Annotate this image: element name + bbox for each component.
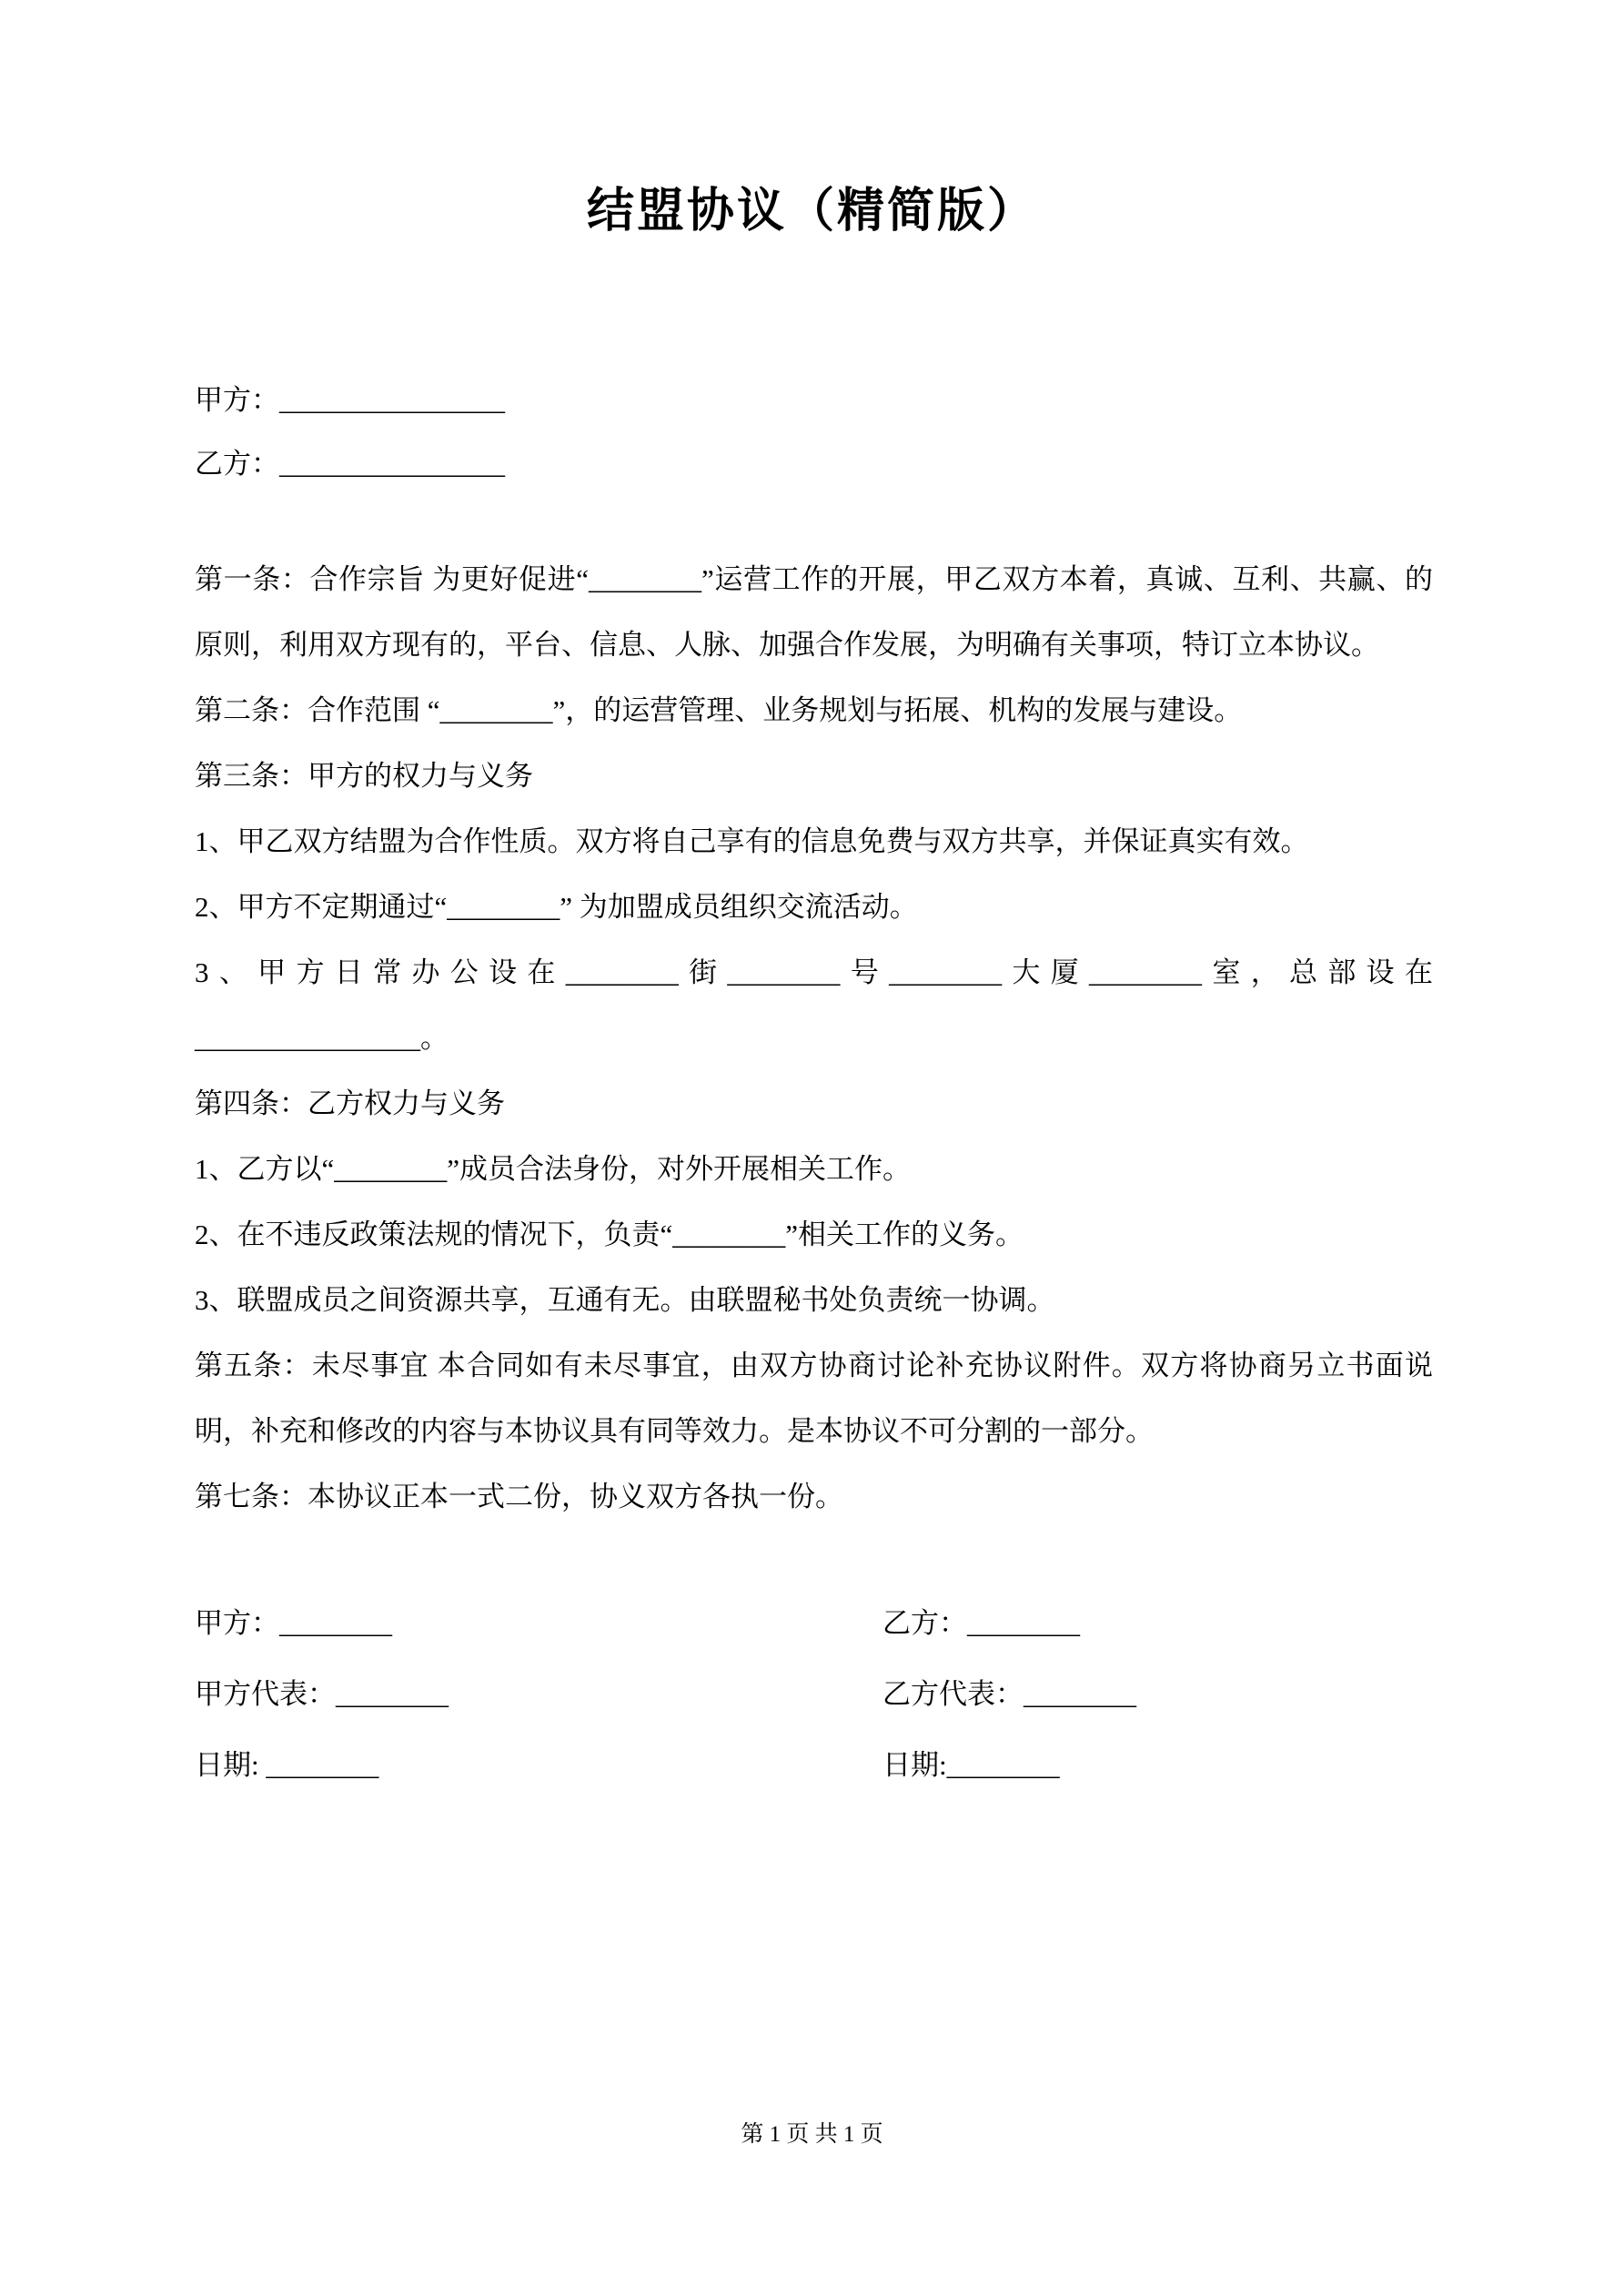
signature-block <box>0 1588 1624 1801</box>
party-b-representative-line: 乙方代表：________ <box>883 1678 1136 1710</box>
clause-3-heading: 第三条：甲方的权力与义务 <box>195 760 533 792</box>
clause-4-heading: 第四条：乙方权力与义务 <box>195 1087 505 1119</box>
page-title: 结盟协议（精简版） <box>586 186 1037 238</box>
clause-7: 第七条：本协议正本一式二份，协义双方各执一份。 <box>195 1481 843 1512</box>
clause-5: 第五条：未尽事宜 本合同如有未尽事宜，由双方协商讨论补充协议附件。双方将协商另立书面说明，补充和修改的内容与本协议具有同等效力。是本协议不可分割的一部分。 <box>195 1350 1433 1447</box>
party-a-representative-line: 甲方代表：________ <box>195 1678 449 1710</box>
document-body <box>0 547 1624 1530</box>
clause-4-item-3: 3、联盟成员之间资源共享，互通有无。由联盟秘书处负责统一协调。 <box>195 1284 1055 1316</box>
party-b-signature-line: 乙方：________ <box>883 1607 1080 1639</box>
page-number-footer: 第 1 页 共 1 页 <box>741 2122 883 2147</box>
clause-3-item-1: 1、甲乙双方结盟为合作性质。双方将自己享有的信息免费与双方共享，并保证真实有效。 <box>195 825 1309 857</box>
clause-2: 第二条：合作范围 “________”，的运营管理、业务规划与拓展、机构的发展与建设。 <box>195 694 1243 726</box>
clause-4-item-1: 1、乙方以“________”成员合法身份，对外开展相关工作。 <box>195 1153 912 1185</box>
signature-party-b-column <box>883 1588 1433 1801</box>
clause-3-item-3: 3、甲方日常办公设在________街________号________大厦________室，总部设在________________。 <box>195 956 1433 1054</box>
signature-party-a-column <box>195 1588 883 1801</box>
party-a-signature-line: 甲方：________ <box>195 1607 392 1639</box>
party-b-date-line: 日期:________ <box>883 1749 1060 1781</box>
clause-4-item-2: 2、在不违反政策法规的情况下，负责“________”相关工作的义务。 <box>195 1219 1024 1250</box>
party-a-line: 甲方：________________ <box>195 384 505 416</box>
parties-block <box>0 369 1624 496</box>
clause-3-item-2: 2、甲方不定期通过“________” 为加盟成员组织交流活动。 <box>195 891 918 923</box>
party-a-date-line: 日期: ________ <box>195 1749 379 1781</box>
clause-1: 第一条：合作宗旨 为更好促进“________”运营工作的开展，甲乙双方本着，真诚、互利、共赢、的原则，利用双方现有的，平台、信息、人脉、加强合作发展，为明确有关事项，特订立本协议。 <box>195 563 1433 661</box>
party-b-line: 乙方：________________ <box>195 448 505 480</box>
